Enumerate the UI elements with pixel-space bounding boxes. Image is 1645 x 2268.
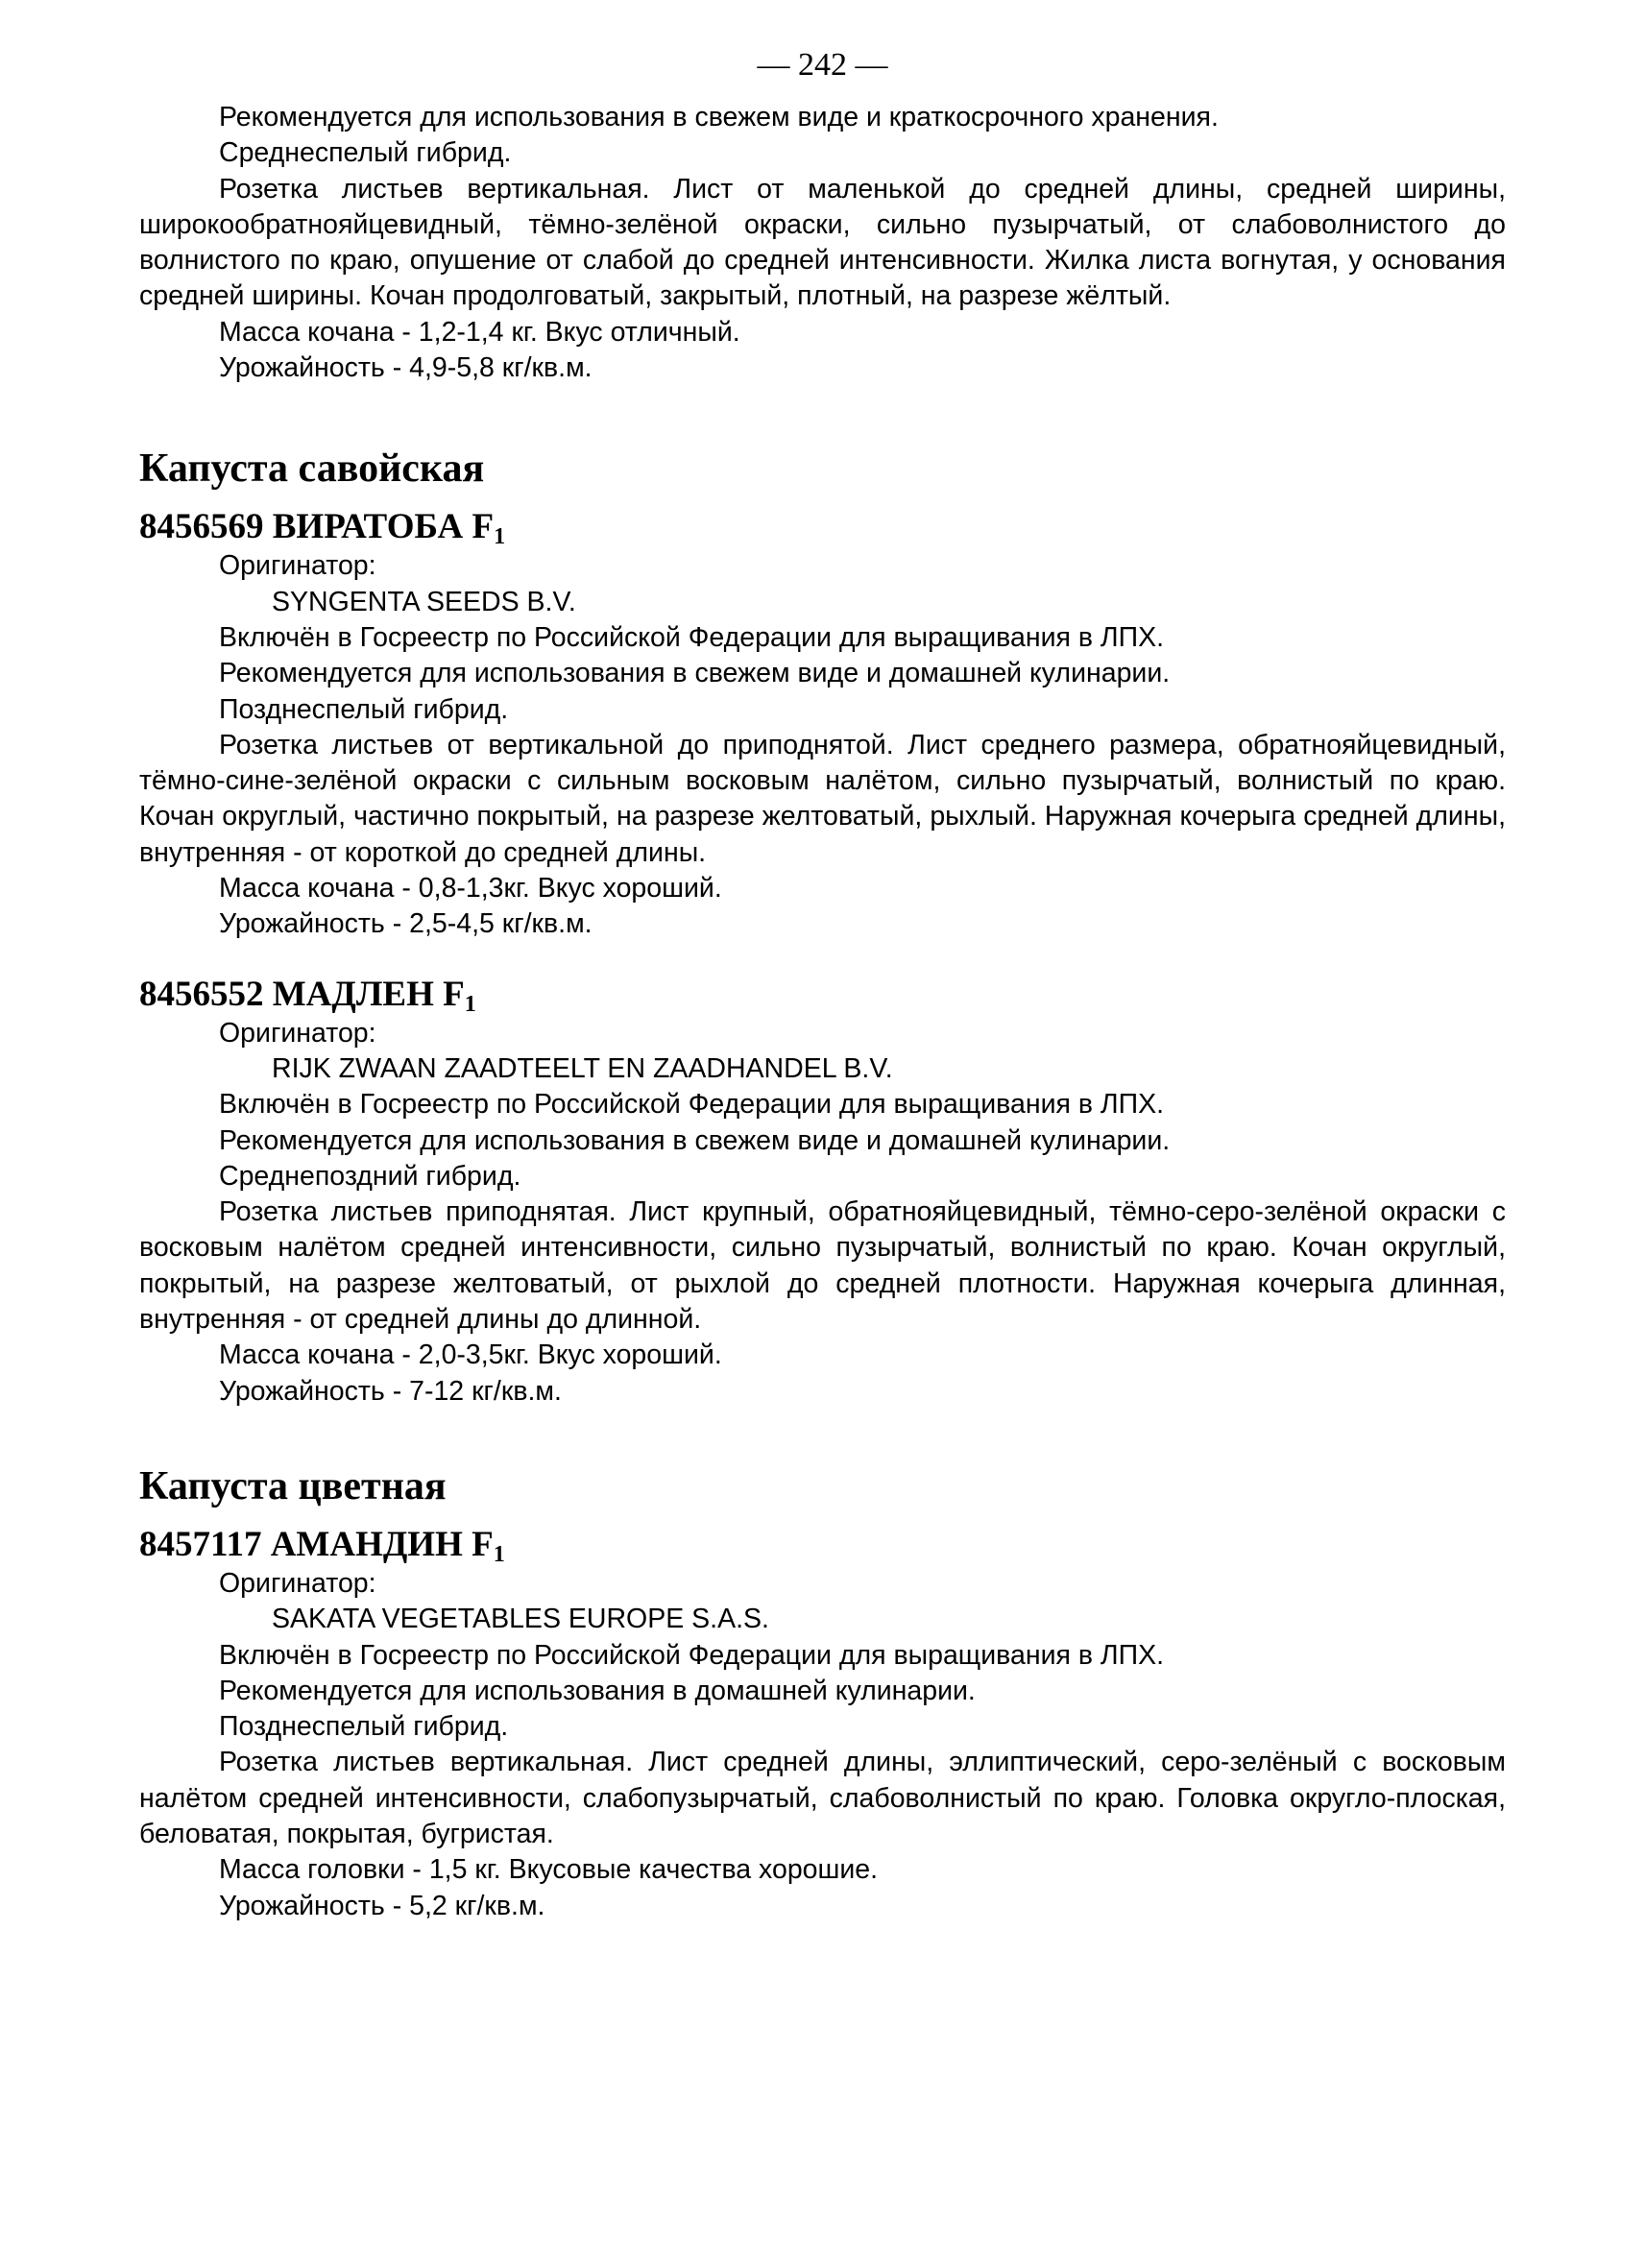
variety-subscript: 1	[493, 1541, 505, 1567]
yield-text: Урожайность - 4,9-5,8 кг/кв.м.	[219, 352, 593, 384]
description-text: Розетка листьев вертикальная. Лист от маленькой до средней длины, средней ширины, широкообратнояйцевидный, тёмно-зелёной окраски, сильно пузырчатый, от слабоволнистого до волнистого по краю, опушение от слабой до средней интенсивности. Жилка листа вогнутая, у основания средней ширины. Кочан продолговатый, закрытый, плотный, на разрезе жёлтый.	[139, 173, 1506, 312]
variety-code-name: 8457117 АМАНДИН F	[139, 1524, 494, 1564]
maturity-text: Среднеспелый гибрид.	[219, 137, 512, 169]
originator-name: RIJK ZWAAN ZAADTEELT EN ZAADHANDEL B.V.	[272, 1052, 893, 1084]
maturity-text: Позднеспелый гибрид.	[219, 1711, 509, 1743]
variety-heading	[139, 1524, 1506, 1566]
mass-text: Масса кочана - 1,2-1,4 кг. Вкус отличный.	[219, 316, 740, 348]
recommend-text: Рекомендуется для использования в свежем виде и домашней кулинарии.	[219, 1124, 1171, 1156]
included-text: Включён в Госреестр по Российской Федерации для выращивания в ЛПХ.	[219, 1639, 1165, 1671]
section-title: Капуста цветная	[139, 1463, 447, 1508]
mass-text: Масса головки - 1,5 кг. Вкусовые качества хорошие.	[219, 1854, 879, 1886]
variety-subscript: 1	[464, 991, 476, 1017]
variety-subscript: 1	[494, 524, 506, 550]
yield-text: Урожайность - 5,2 кг/кв.м.	[219, 1890, 545, 1921]
recommend-text: Рекомендуется для использования в свежем виде и домашней кулинарии.	[219, 658, 1171, 689]
originator-label: Оригинатор:	[219, 550, 376, 582]
originator-name: SAKATA VEGETABLES EUROPE S.A.S.	[272, 1604, 769, 1635]
maturity-text: Позднеспелый гибрид.	[219, 693, 509, 725]
originator-label: Оригинатор:	[219, 1567, 376, 1599]
originator-name: SYNGENTA SEEDS B.V.	[272, 586, 576, 617]
included-text: Включён в Госреестр по Российской Федерации для выращивания в ЛПХ.	[219, 621, 1165, 653]
originator-label: Оригинатор:	[219, 1017, 376, 1049]
page-number: — 242 —	[757, 47, 888, 83]
included-text: Включён в Госреестр по Российской Федерации для выращивания в ЛПХ.	[219, 1089, 1165, 1121]
yield-text: Урожайность - 7-12 кг/кв.м.	[219, 1375, 562, 1407]
variety-block	[139, 1524, 1506, 1924]
description-text: Розетка листьев приподнятая. Лист крупный, обратнояйцевидный, тёмно-серо-зелёной окраски с восковым налётом средней интенсивности, сильно пузырчатый, волнистый по краю. Кочан округлый, покрытый, на разрезе желтоватый, от рыхлой до средней плотности. Наружная кочерыга длинная, внутренняя - от средней длины до длинной.	[139, 1196, 1506, 1336]
variety-code-name: 8456552 МАДЛЕН F	[139, 974, 465, 1014]
description-text: Розетка листьев от вертикальной до приподнятой. Лист среднего размера, обратнояйцевидный, тёмно-сине-зелёной окраски с сильным восковым налётом, сильно пузырчатый, волнистый по краю. Кочан округлый, частично покрытый, на разрезе желтоватый, рыхлый. Наружная кочерыга средней длины, внутренняя - от короткой до средней длины.	[139, 729, 1506, 868]
mass-text: Масса кочана - 2,0-3,5кг. Вкус хороший.	[219, 1339, 722, 1371]
yield-text: Урожайность - 2,5-4,5 кг/кв.м.	[219, 908, 593, 940]
variety-heading	[139, 974, 1506, 1016]
page-content	[139, 100, 1506, 1924]
section-title: Капуста савойская	[139, 446, 485, 492]
variety-block	[139, 506, 1506, 942]
variety-block	[139, 974, 1506, 1410]
variety-code-name: 8456569 ВИРАТОБА F	[139, 507, 495, 547]
maturity-text: Среднепоздний гибрид.	[219, 1160, 521, 1192]
intro-block	[139, 100, 1506, 386]
recommend-text: Рекомендуется для использования в домашней кулинарии.	[219, 1675, 976, 1706]
recommend-text: Рекомендуется для использования в свежем виде и краткосрочного хранения.	[219, 102, 1219, 133]
variety-heading	[139, 506, 1506, 548]
mass-text: Масса кочана - 0,8-1,3кг. Вкус хороший.	[219, 873, 722, 905]
description-text: Розетка листьев вертикальная. Лист средней длины, эллиптический, серо-зелёный с восковым налётом средней интенсивности, слабопузырчатый, слабоволнистый по краю. Головка округло-плоская, беловатая, покрытая, бугристая.	[139, 1747, 1506, 1849]
